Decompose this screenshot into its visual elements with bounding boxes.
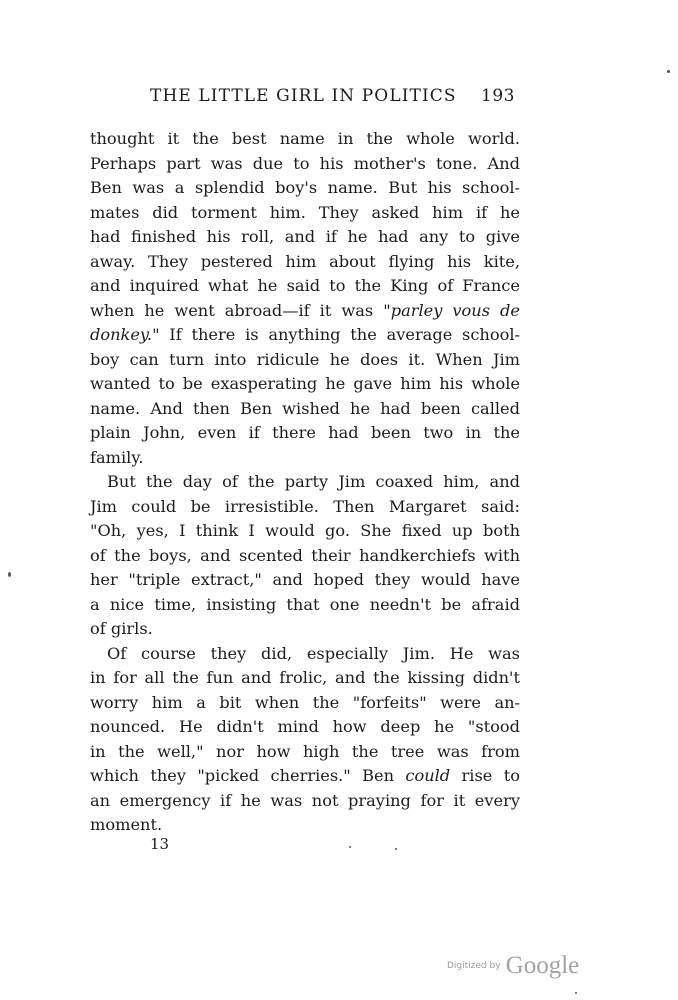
text-segment: when he went abroad—if it was "	[90, 300, 391, 320]
text-line	[90, 593, 520, 618]
paper-speck	[395, 848, 397, 850]
text-segment: Jim could be irresistible. Then Margaret said:	[90, 496, 520, 516]
text-segment: her "triple extract," and hoped they would have	[90, 570, 520, 589]
text-line	[90, 691, 520, 716]
text-segment: But the day of the party Jim coaxed him, and	[107, 472, 520, 491]
text-line	[90, 642, 520, 667]
text-line	[90, 813, 520, 838]
watermark-logo: Google	[505, 952, 580, 979]
text-segment: a nice time, insisting that one needn't be afraid	[90, 594, 520, 614]
text-line	[90, 250, 520, 275]
text-line	[90, 152, 520, 177]
page-number: 193	[481, 86, 515, 106]
text-segment: Ben was a splendid boy's name. But his school-	[90, 178, 520, 197]
text-line	[90, 617, 520, 642]
text-line	[90, 544, 520, 569]
text-line	[90, 666, 520, 691]
text-line	[90, 715, 520, 740]
page-header	[150, 86, 515, 110]
text-segment: nounced. He didn't mind how deep he "stood	[90, 717, 520, 736]
text-segment: of girls.	[90, 619, 153, 638]
body-text	[90, 127, 520, 838]
text-segment: plain John, even if there had been two in the	[90, 423, 520, 442]
text-segment: moment.	[90, 815, 163, 834]
paper-speck	[575, 992, 577, 994]
text-line	[90, 176, 520, 201]
signature-mark: 13	[150, 835, 170, 853]
text-segment: Of course they did, especially Jim. He was	[107, 643, 520, 663]
text-line	[90, 421, 520, 446]
italic-text: could	[405, 766, 451, 785]
text-segment: Perhaps part was due to his mother's tone. And	[90, 153, 520, 173]
text-line	[90, 397, 520, 422]
text-segment: which they "picked cherries." Ben	[90, 766, 406, 785]
text-line	[90, 495, 520, 520]
text-line	[90, 323, 520, 348]
text-line	[90, 568, 520, 593]
text-line	[90, 274, 520, 299]
running-title: THE LITTLE GIRL IN POLITICS	[150, 86, 457, 106]
text-line	[90, 519, 520, 544]
text-segment: " If there is anything the average school-	[152, 325, 520, 344]
text-segment: of the boys, and scented their handkerchiefs with	[90, 545, 520, 565]
text-line	[90, 299, 520, 324]
text-line	[90, 446, 520, 471]
paper-speck	[667, 70, 670, 73]
text-line	[90, 764, 520, 789]
text-line	[90, 789, 520, 814]
paper-speck	[8, 572, 11, 577]
text-segment: wanted to be exasperating he gave him his whole	[90, 374, 520, 393]
text-segment: rise to	[450, 766, 520, 785]
italic-text: parley vous de	[390, 300, 520, 320]
text-segment: in the well," nor how high the tree was from	[90, 741, 520, 761]
text-segment: in for all the fun and frolic, and the kissing didn't	[90, 668, 520, 687]
text-segment: had finished his roll, and if he had any to give	[90, 227, 520, 246]
text-line	[90, 201, 520, 226]
text-segment: "Oh, yes, I think I would go. She fixed up both	[90, 521, 520, 540]
text-line	[90, 470, 520, 495]
text-segment: an emergency if he was not praying for it every	[90, 790, 520, 810]
text-segment: boy can turn into ridicule he does it. When Jim	[90, 349, 520, 369]
text-segment: mates did torment him. They asked him if he	[90, 202, 520, 222]
italic-text: donkey.	[90, 325, 153, 344]
text-segment: name. And then Ben wished he had been called	[90, 398, 520, 418]
text-segment: away. They pestered him about flying his kite,	[90, 251, 520, 271]
text-segment: family.	[90, 447, 144, 467]
paper-speck	[349, 846, 351, 848]
text-line	[90, 372, 520, 397]
text-line	[90, 225, 520, 250]
text-segment: and inquired what he said to the King of France	[90, 276, 520, 295]
text-segment: worry him a bit when the "forfeits" were an-	[90, 692, 520, 712]
text-segment: thought it the best name in the whole world.	[90, 129, 520, 148]
text-line	[90, 740, 520, 765]
text-line	[90, 348, 520, 373]
text-line	[90, 127, 520, 152]
digitized-watermark	[447, 952, 579, 982]
watermark-prefix: Digitized by	[447, 961, 501, 971]
